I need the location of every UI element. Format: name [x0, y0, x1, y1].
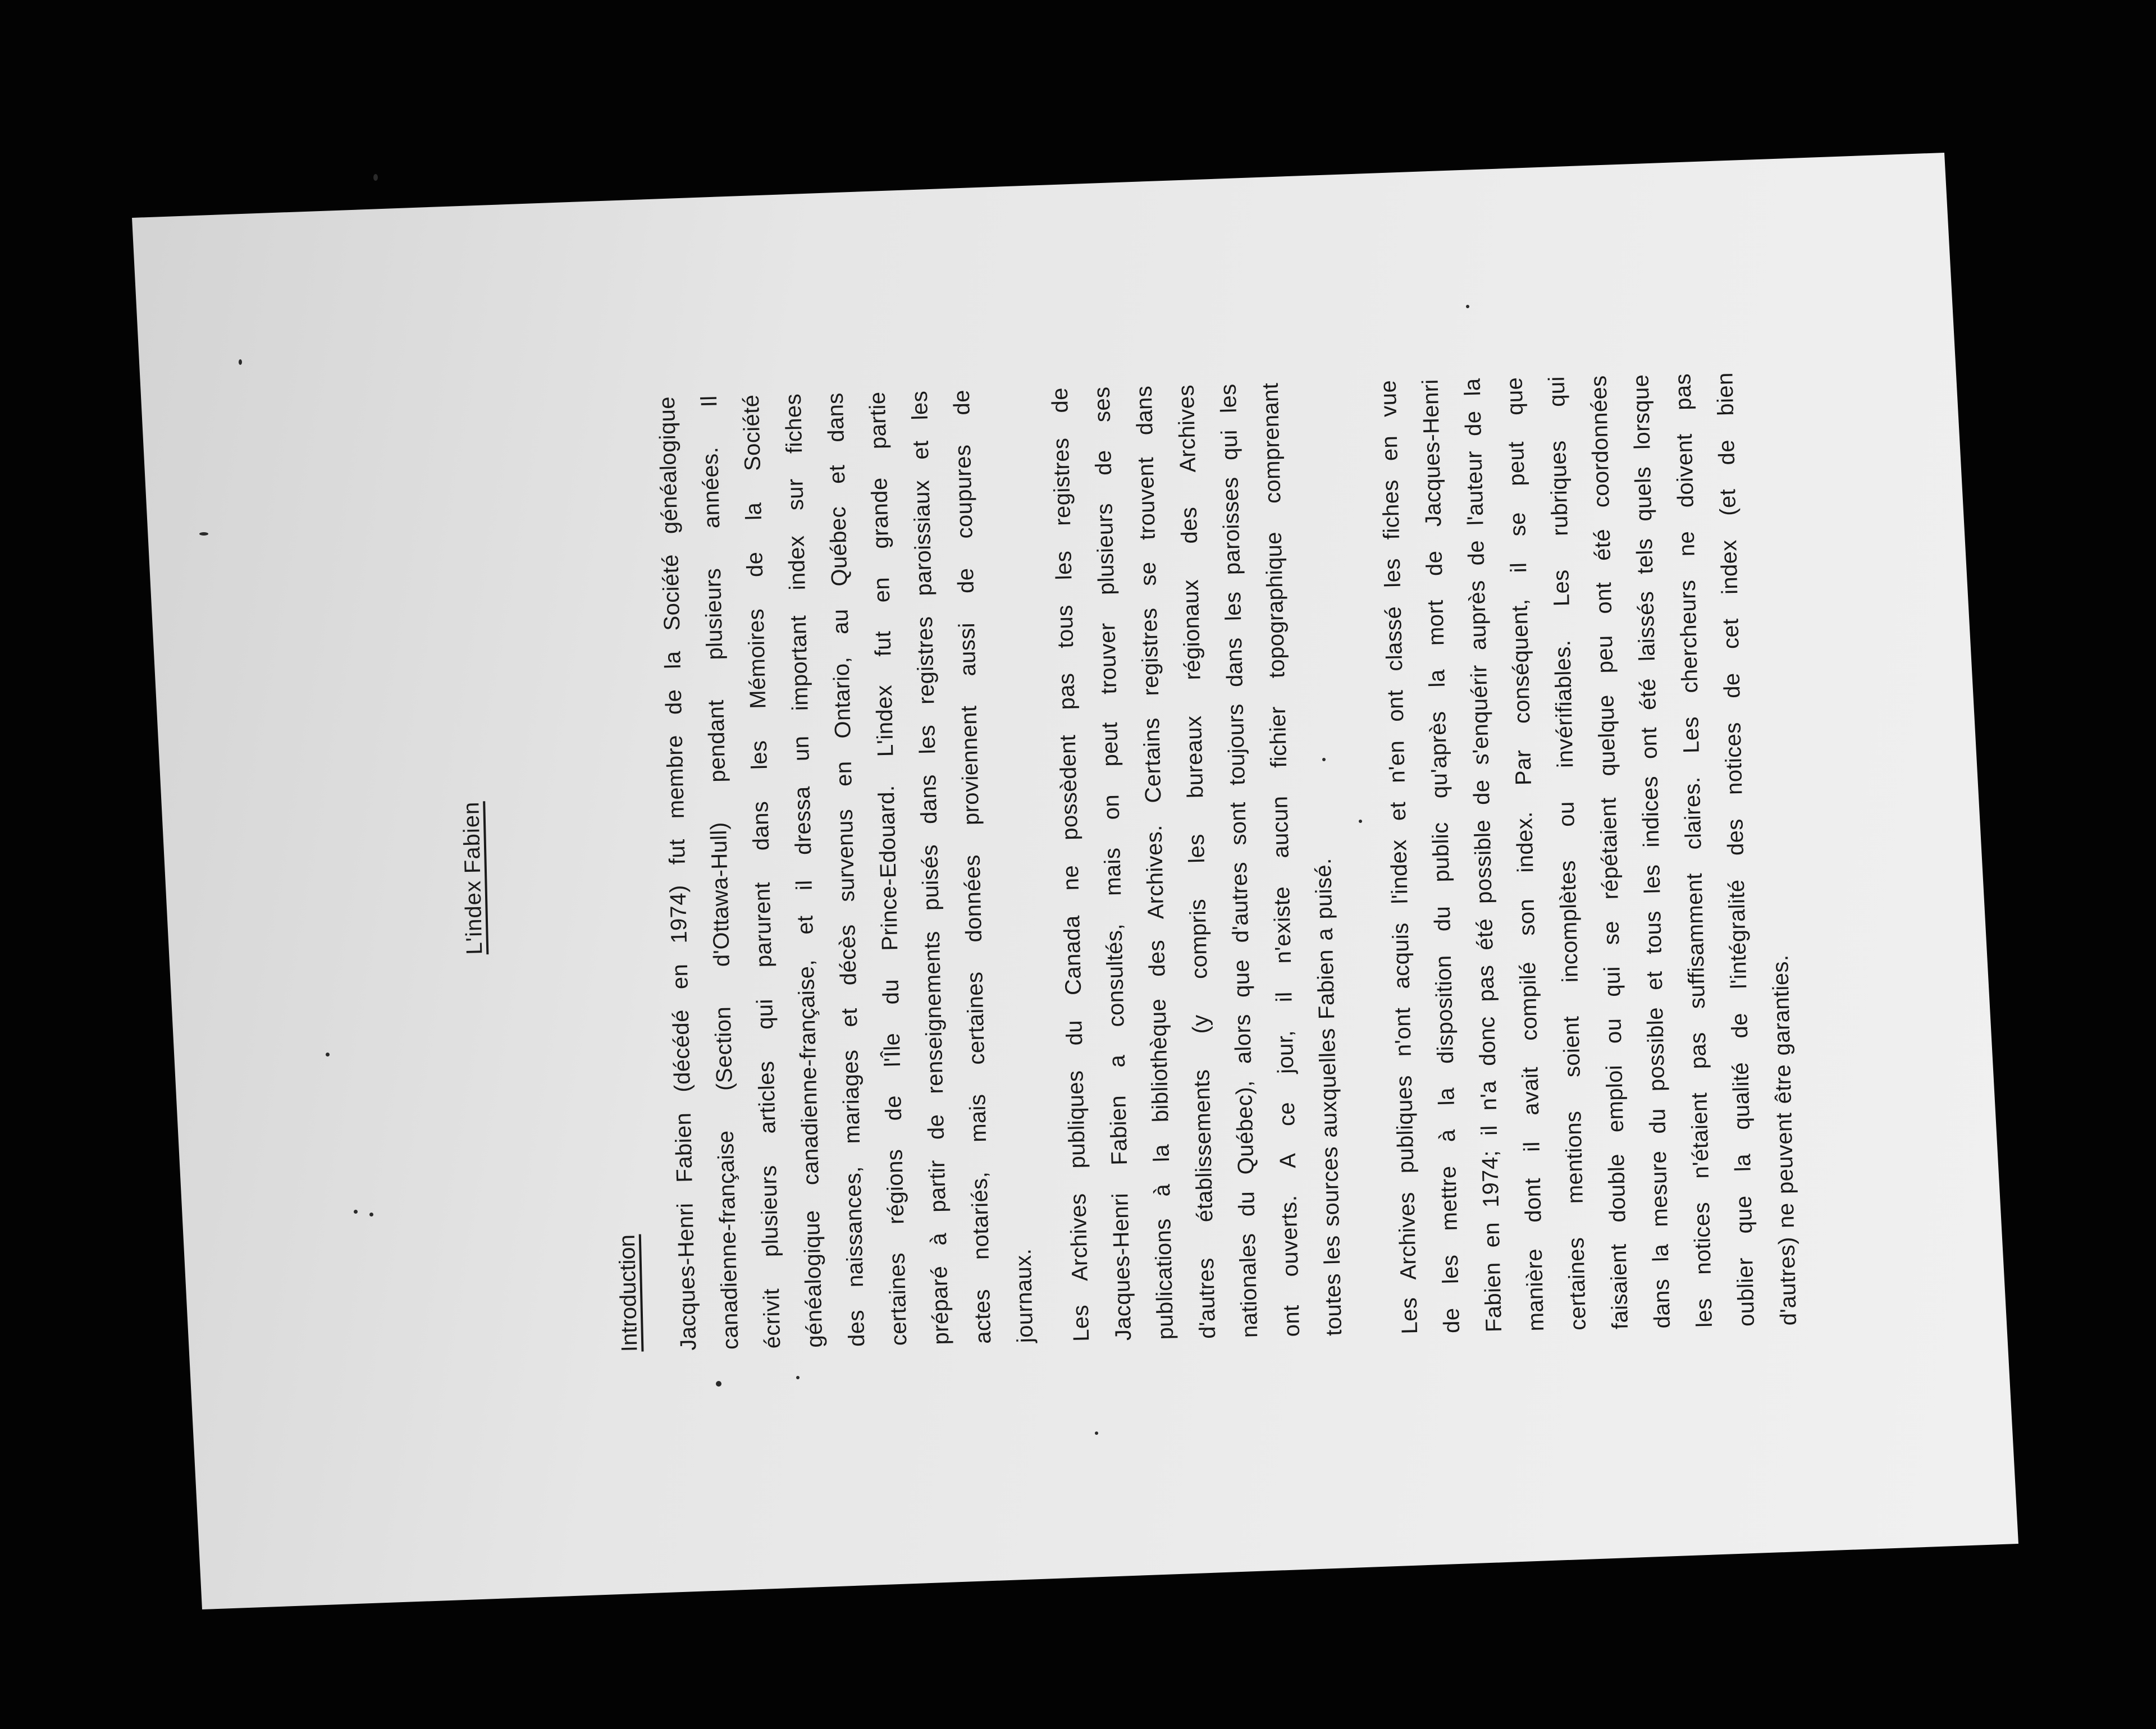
- paragraph-line: préparé à partir de renseignements puisés dans les registres paroissiaux et les: [907, 390, 954, 1346]
- dust-speck: [199, 532, 208, 536]
- dust-speck: [369, 1213, 373, 1216]
- paragraph-line: Fabien en 1974; il n'a donc pas été possible de s'enquérir auprès de l'auteur de la: [1460, 378, 1507, 1333]
- paragraph-line: Jacques-Henri Fabien (décédé en 1974) fut membre de la Société généalogique: [654, 396, 701, 1351]
- paragraph-line: Les Archives publiques n'ont acquis l'index et n'en ont classé les fiches en vue: [1376, 379, 1423, 1335]
- paragraph-line: d'autres) ne peuvent être garanties.: [1767, 954, 1801, 1326]
- paragraph-line: Les Archives publiques du Canada ne possèdent pas tous les registres de: [1047, 387, 1094, 1342]
- dust-speck: [716, 1381, 721, 1387]
- paragraph-line: certaines mentions soient incomplètes ou invérifiables. Les rubriques qui: [1544, 376, 1591, 1331]
- paragraph-line: canadienne-française (Section d'Ottawa-Hull) pendant plusieurs années. Il: [696, 395, 743, 1350]
- paragraph-line: actes notariés, mais certaines données proviennent aussi de coupures de: [949, 389, 996, 1344]
- dust-speck: [1466, 305, 1469, 308]
- section-heading-introduction: Introduction: [614, 1234, 642, 1352]
- paragraph-line: les notices n'étaient pas suffisamment claires. Les chercheurs ne doivent pas: [1670, 373, 1717, 1328]
- paragraph-line: nationales du Québec), alors que d'autres sont toujours dans les paroisses qui les: [1216, 383, 1263, 1338]
- paragraph-line: généalogique canadienne-française, et il dressa un important index sur fiches: [780, 393, 828, 1348]
- paragraph-line: dans la mesure du possible et tous les indices ont été laissés tels quels lorsque: [1628, 374, 1675, 1329]
- paragraph-2: [1039, 381, 1355, 1342]
- dust-speck: [796, 1376, 800, 1379]
- paragraph-line: certaines régions de l'Île du Prince-Edouard. L'index fut en grande partie: [865, 391, 912, 1346]
- paragraph-line: des naissances, mariages et décès survenus en Ontario, au Québec et dans: [823, 392, 870, 1347]
- dust-speck: [354, 1210, 358, 1214]
- dust-speck: [373, 174, 378, 181]
- document-title: L'index Fabien: [459, 801, 487, 955]
- dust-speck: [1095, 1431, 1098, 1435]
- paragraph-3: [1368, 371, 1810, 1335]
- dust-speck: [239, 359, 242, 365]
- paragraph-line: oublier que la qualité de l'intégralité des notices de cet index (et de bien: [1712, 372, 1759, 1327]
- paragraph-line: toutes les sources auxquelles Fabien a puisé.: [1310, 857, 1347, 1337]
- dust-speck: [326, 1053, 330, 1056]
- paragraph-1: [646, 388, 1047, 1351]
- paragraph-line: ont ouverts. A ce jour, il n'existe aucun fichier topographique comprenant: [1258, 382, 1305, 1337]
- paragraph-line: d'autres établissements (y compris les bureaux régionaux des Archives: [1173, 384, 1221, 1339]
- paragraph-line: faisaient double emploi ou qui se répétaient quelque peu ont été coordonnées: [1586, 375, 1633, 1330]
- paragraph-line: manière dont il avait compilé son index. Par conséquent, il se peut que: [1502, 377, 1549, 1332]
- paragraph-line: journaux.: [1011, 1248, 1038, 1343]
- page-text: [450, 372, 1801, 1355]
- paragraph-line: écrivit plusieurs articles qui parurent dans les Mémoires de la Société: [738, 394, 785, 1349]
- paragraph-line: Jacques-Henri Fabien a consultés, mais on peut trouver plusieurs de ses: [1089, 386, 1136, 1341]
- paragraph-line: publications à la bibliothèque des Archives. Certains registres se trouvent dans: [1131, 385, 1179, 1340]
- paragraph-line: de les mettre à la disposition du public qu'après la mort de Jacques-Henri: [1418, 378, 1465, 1334]
